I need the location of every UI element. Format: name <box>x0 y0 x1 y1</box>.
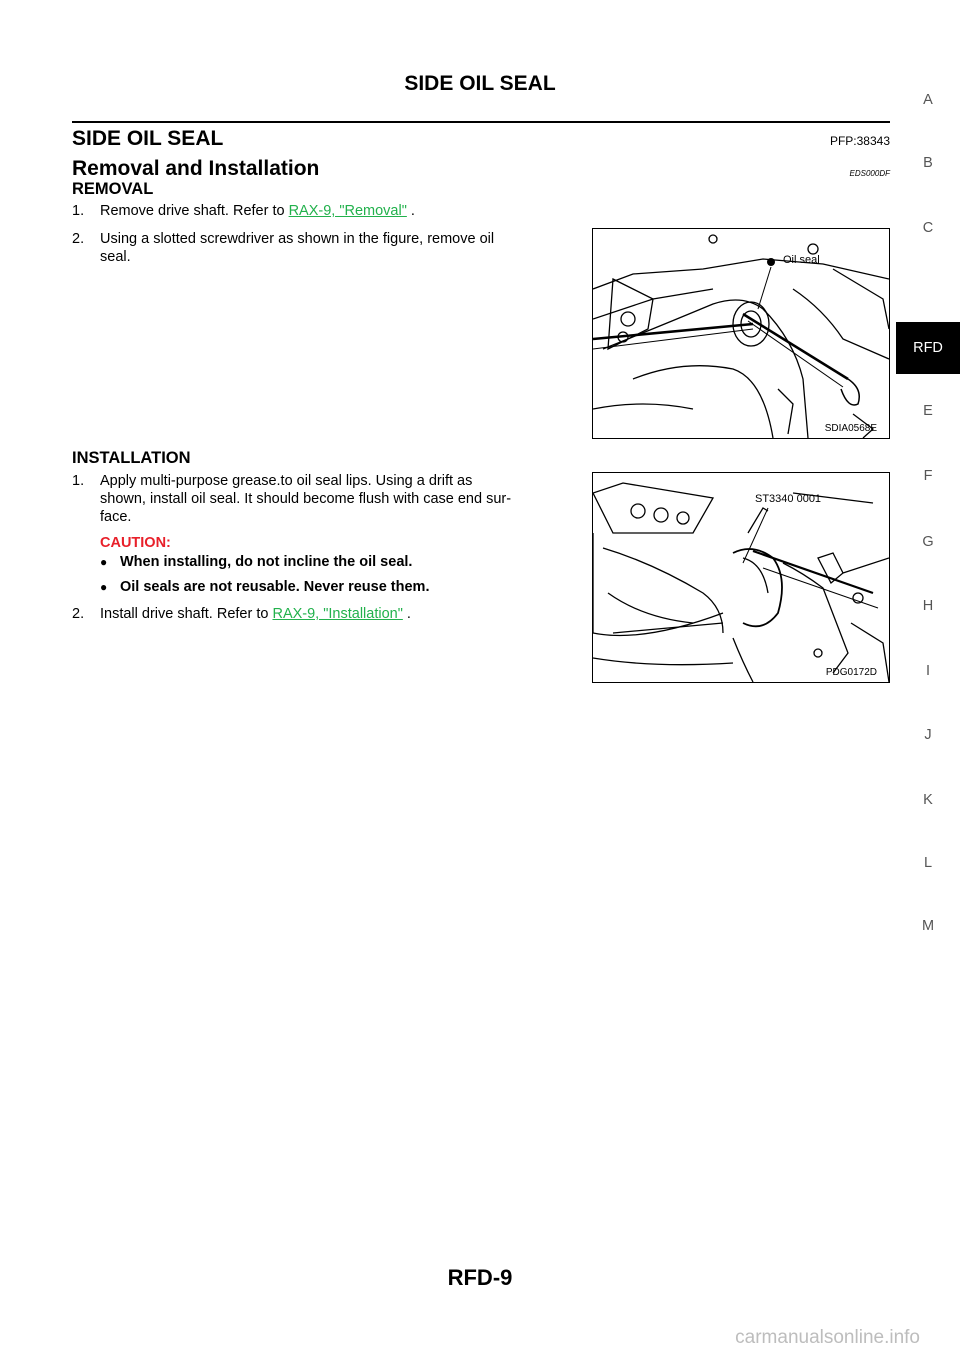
section-index-tabs <box>896 0 960 1358</box>
tab-rfd[interactable]: RFD <box>896 322 960 374</box>
subsection-title: Removal and Installation <box>72 157 320 180</box>
step-text-cont: shown, install oil seal. It should become flush with case end sur- <box>100 491 512 507</box>
removal-step-2 <box>72 230 584 266</box>
tab-m[interactable]: M <box>921 918 935 934</box>
part-code: PFP:38343 <box>829 134 890 148</box>
tab-l[interactable]: L <box>923 855 933 871</box>
caution-label: CAUTION: <box>100 535 171 551</box>
tab-a[interactable]: A <box>923 92 933 108</box>
tab-e[interactable]: E <box>923 403 933 419</box>
step-number: 1. <box>72 203 85 219</box>
bullet-icon: ● <box>100 555 108 569</box>
tab-i[interactable]: I <box>925 663 931 679</box>
step-text-end: . <box>402 606 411 622</box>
header-divider <box>72 121 890 123</box>
step-text: Remove drive shaft. Refer to <box>100 203 289 219</box>
step-number: 2. <box>72 606 85 622</box>
oil-seal-installation-illustration <box>593 473 889 682</box>
step-number: 1. <box>72 473 85 489</box>
step-text-end: . <box>406 203 415 219</box>
figure-label: PDG0172D <box>825 667 877 678</box>
section-title: SIDE OIL SEAL <box>72 127 224 150</box>
step-text: Apply multi-purpose grease.to oil seal lips. Using a drift as <box>100 473 473 489</box>
oil-seal-installation-figure <box>592 472 890 683</box>
installation-step-1 <box>72 472 584 526</box>
bullet-icon: ● <box>100 580 108 594</box>
step-text: Install drive shaft. Refer to <box>100 606 273 622</box>
removal-heading: REMOVAL <box>72 180 154 198</box>
tab-j[interactable]: J <box>924 727 932 743</box>
step-text: Using a slotted screwdriver as shown in the figure, remove oil <box>100 231 495 247</box>
installation-heading: INSTALLATION <box>72 449 191 467</box>
removal-link[interactable]: RAX-9, "Removal" <box>288 203 407 219</box>
figure-callout: ST3340 0001 <box>755 493 822 505</box>
tab-c[interactable]: C <box>922 220 934 236</box>
step-number: 2. <box>72 231 85 247</box>
caution-bullet: ● When installing, do not incline the oil seal. <box>100 554 413 570</box>
step-text-cont: seal. <box>100 249 131 265</box>
document-code: EDS000DF <box>849 169 890 178</box>
caution-bullet: ● Oil seals are not reusable. Never reuse them. <box>100 579 430 595</box>
tab-h[interactable]: H <box>922 598 934 614</box>
figure-callout: Oil seal <box>783 254 820 266</box>
page-number: RFD-9 <box>447 1265 513 1290</box>
tab-f[interactable]: F <box>923 468 933 484</box>
installation-link[interactable]: RAX-9, "Installation" <box>272 606 403 622</box>
oil-seal-removal-illustration <box>593 229 889 438</box>
tab-b[interactable]: B <box>923 155 933 171</box>
oil-seal-removal-figure <box>592 228 890 439</box>
tab-g[interactable]: G <box>922 534 934 550</box>
page-header-title: SIDE OIL SEAL <box>404 72 556 95</box>
installation-step-2 <box>72 605 584 623</box>
watermark: carmanualsonline.info <box>735 1327 920 1348</box>
figure-label: SDIA0568E <box>824 423 877 434</box>
removal-step-1 <box>72 202 584 220</box>
tab-k[interactable]: K <box>923 792 933 808</box>
step-text-cont: face. <box>100 509 132 525</box>
